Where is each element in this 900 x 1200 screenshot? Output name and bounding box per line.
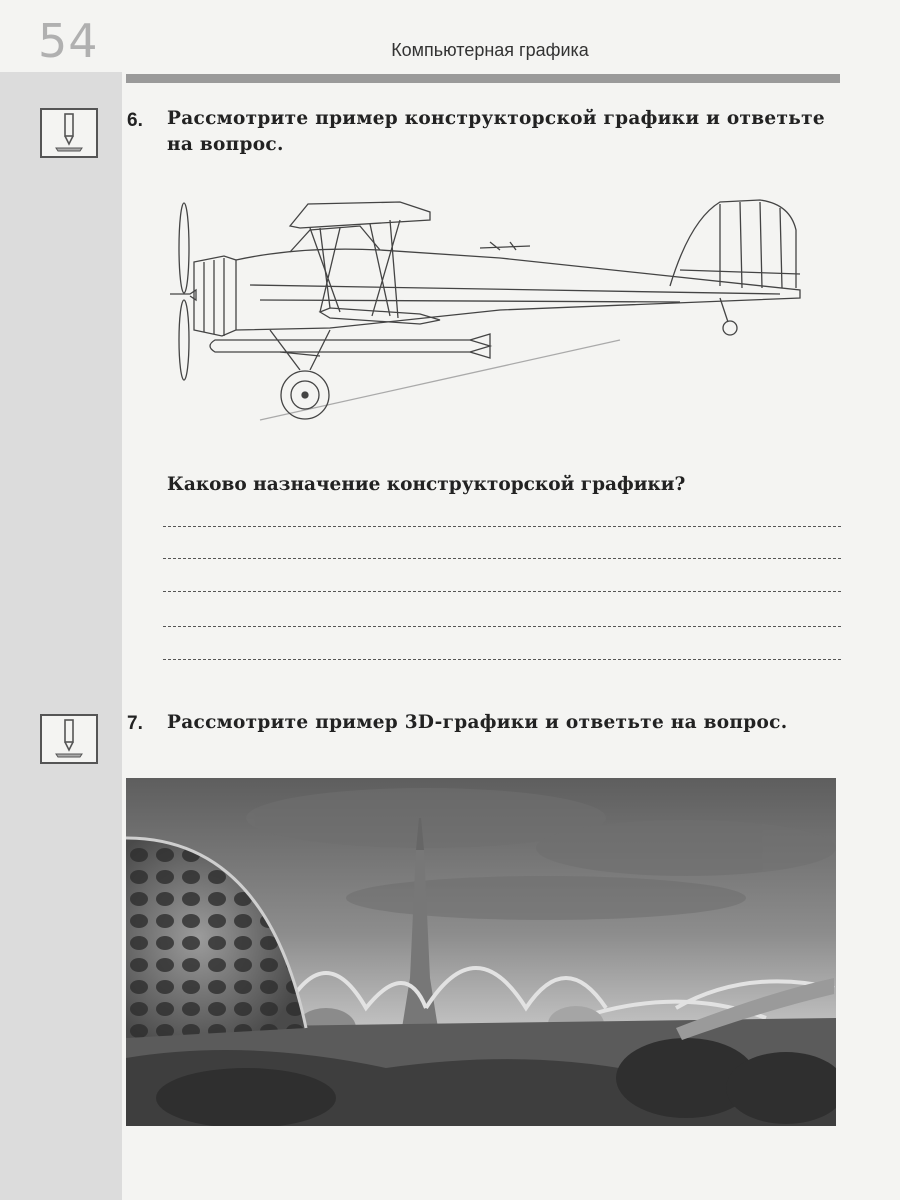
answer-line[interactable] [163,659,841,660]
biplane-drawing [160,190,810,440]
answer-line[interactable] [163,526,841,527]
task-6-text-line1: Рассмотрите пример конструкторской графики и ответьте [167,108,825,129]
3d-city-image [126,778,836,1126]
task-7-number: 7. [127,713,143,734]
task-6-question: Каково назначение конструкторской графики? [167,474,686,495]
margin-band [0,72,122,1200]
task-7-text: Рассмотрите пример 3D-графики и ответьте на вопрос. [167,712,788,733]
running-head: Компьютерная графика [391,40,589,60]
header-rule [126,74,840,83]
answer-line[interactable] [163,558,841,559]
answer-line[interactable] [163,626,841,627]
task-6-text-line2: на вопрос. [167,134,284,155]
task-6-number: 6. [127,110,143,131]
page-number: 54 [38,14,99,68]
answer-line[interactable] [163,591,841,592]
pencil-writing-icon [40,714,98,764]
pencil-writing-icon [40,108,98,158]
